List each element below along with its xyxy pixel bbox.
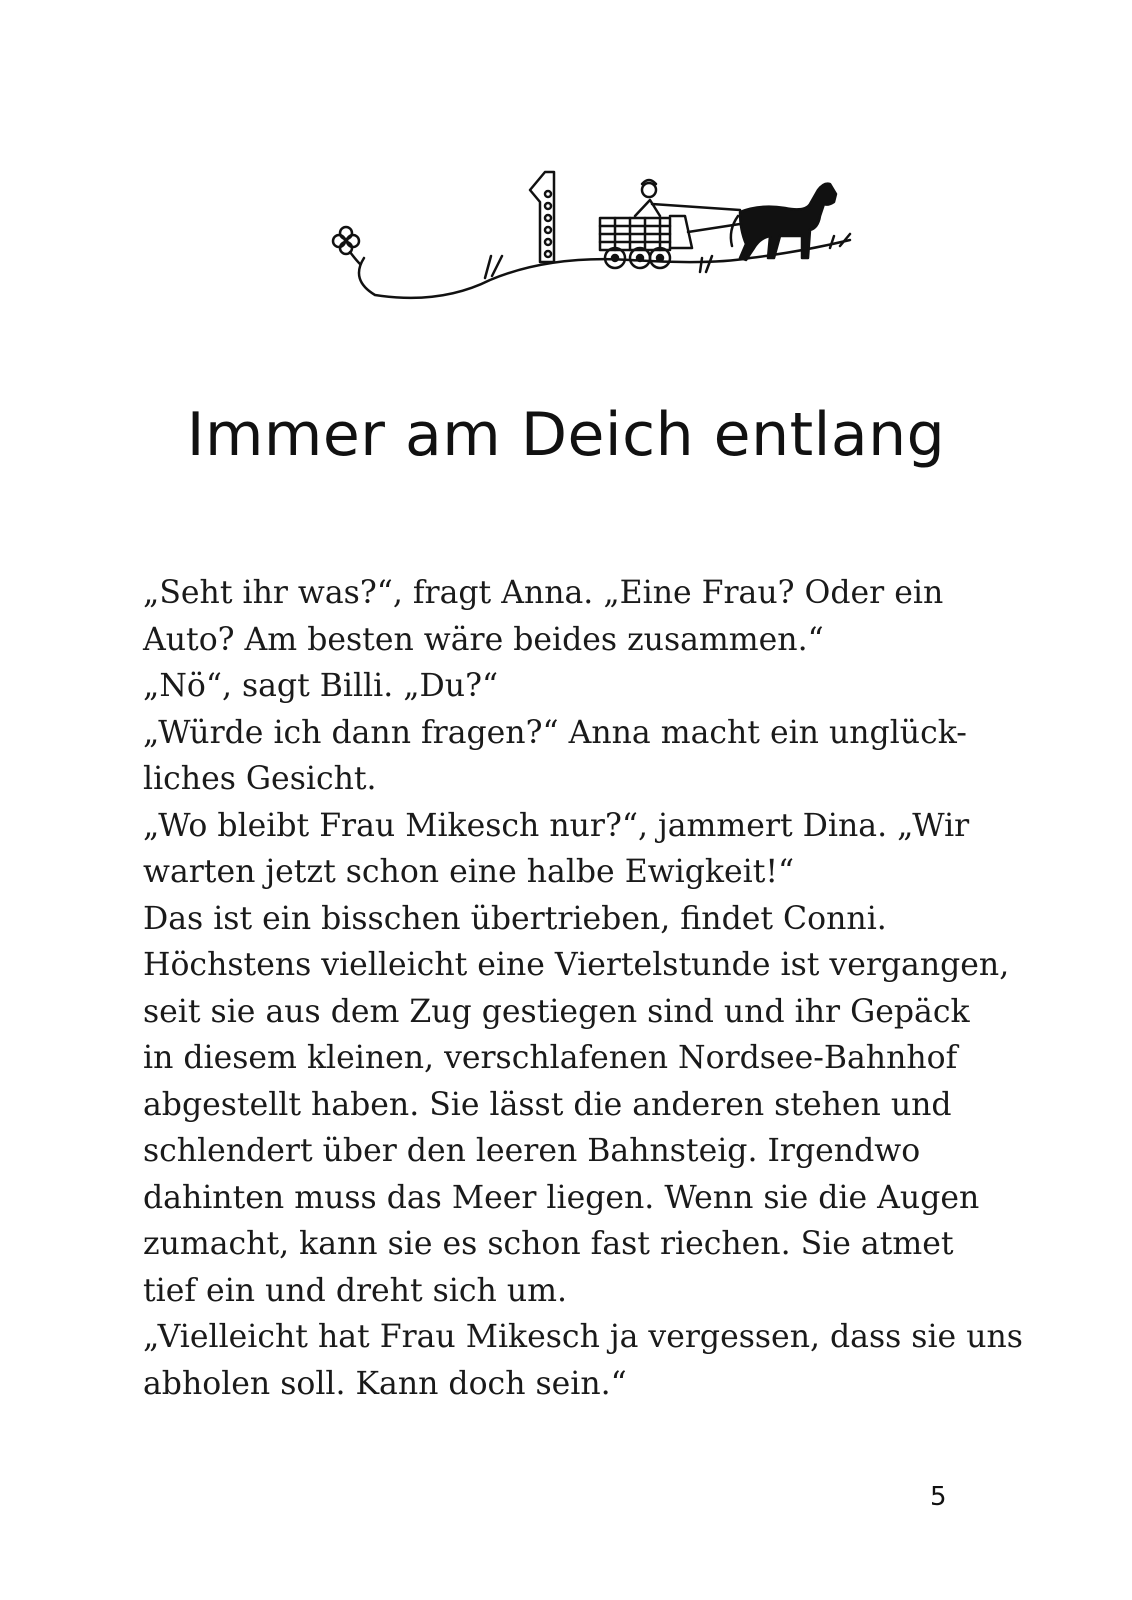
page-number: 5: [930, 1482, 947, 1512]
body-line: liches Gesicht.: [143, 761, 377, 797]
body-line: dahinten muss das Meer liegen. Wenn sie die Augen: [143, 1179, 980, 1216]
body-line: seit sie aus dem Zug gestiegen sind und ihr Gepäck: [143, 993, 970, 1030]
body-line: tief ein und dreht sich um.: [143, 1272, 567, 1309]
body-line: „Wo bleibt Frau Mikesch nur?“, jammert Dina. „Wir: [143, 807, 970, 844]
body-line: abgestellt haben. Sie lässt die anderen stehen und: [143, 1086, 952, 1123]
horse-icon: [731, 184, 836, 260]
body-line: schlendert über den leeren Bahnsteig. Irgendwo: [143, 1133, 921, 1169]
body-line: „Würde ich dann fragen?“ Anna macht ein unglück-: [143, 714, 967, 751]
body-line: zumacht, kann sie es schon fast riechen. Sie atmet: [143, 1226, 954, 1262]
body-line: Auto? Am besten wäre beides zusammen.“: [143, 621, 824, 658]
body-line: warten jetzt schon eine halbe Ewigkeit!“: [143, 854, 795, 890]
chapter-body: [143, 570, 1023, 1407]
body-line: „Vielleicht hat Frau Mikesch ja vergessen, dass sie uns: [143, 1319, 1023, 1355]
body-line: „Nö“, sagt Billi. „Du?“: [143, 668, 499, 704]
chapter-title: Immer am Deich entlang: [186, 400, 946, 470]
chapter-one-illustration: [330, 160, 890, 310]
carriage-icon: [600, 180, 740, 268]
clover-icon: [333, 227, 360, 264]
body-line: in diesem kleinen, verschlafenen Nordsee-Bahnhof: [143, 1040, 958, 1076]
body-line: Höchstens vielleicht eine Viertelstunde ist vergangen,: [143, 947, 1010, 983]
body-line: abholen soll. Kann doch sein.“: [143, 1365, 627, 1402]
body-line: Das ist ein bisschen übertrieben, findet Conni.: [143, 900, 887, 937]
body-line: „Seht ihr was?“, fragt Anna. „Eine Frau? Oder ein: [143, 575, 944, 611]
